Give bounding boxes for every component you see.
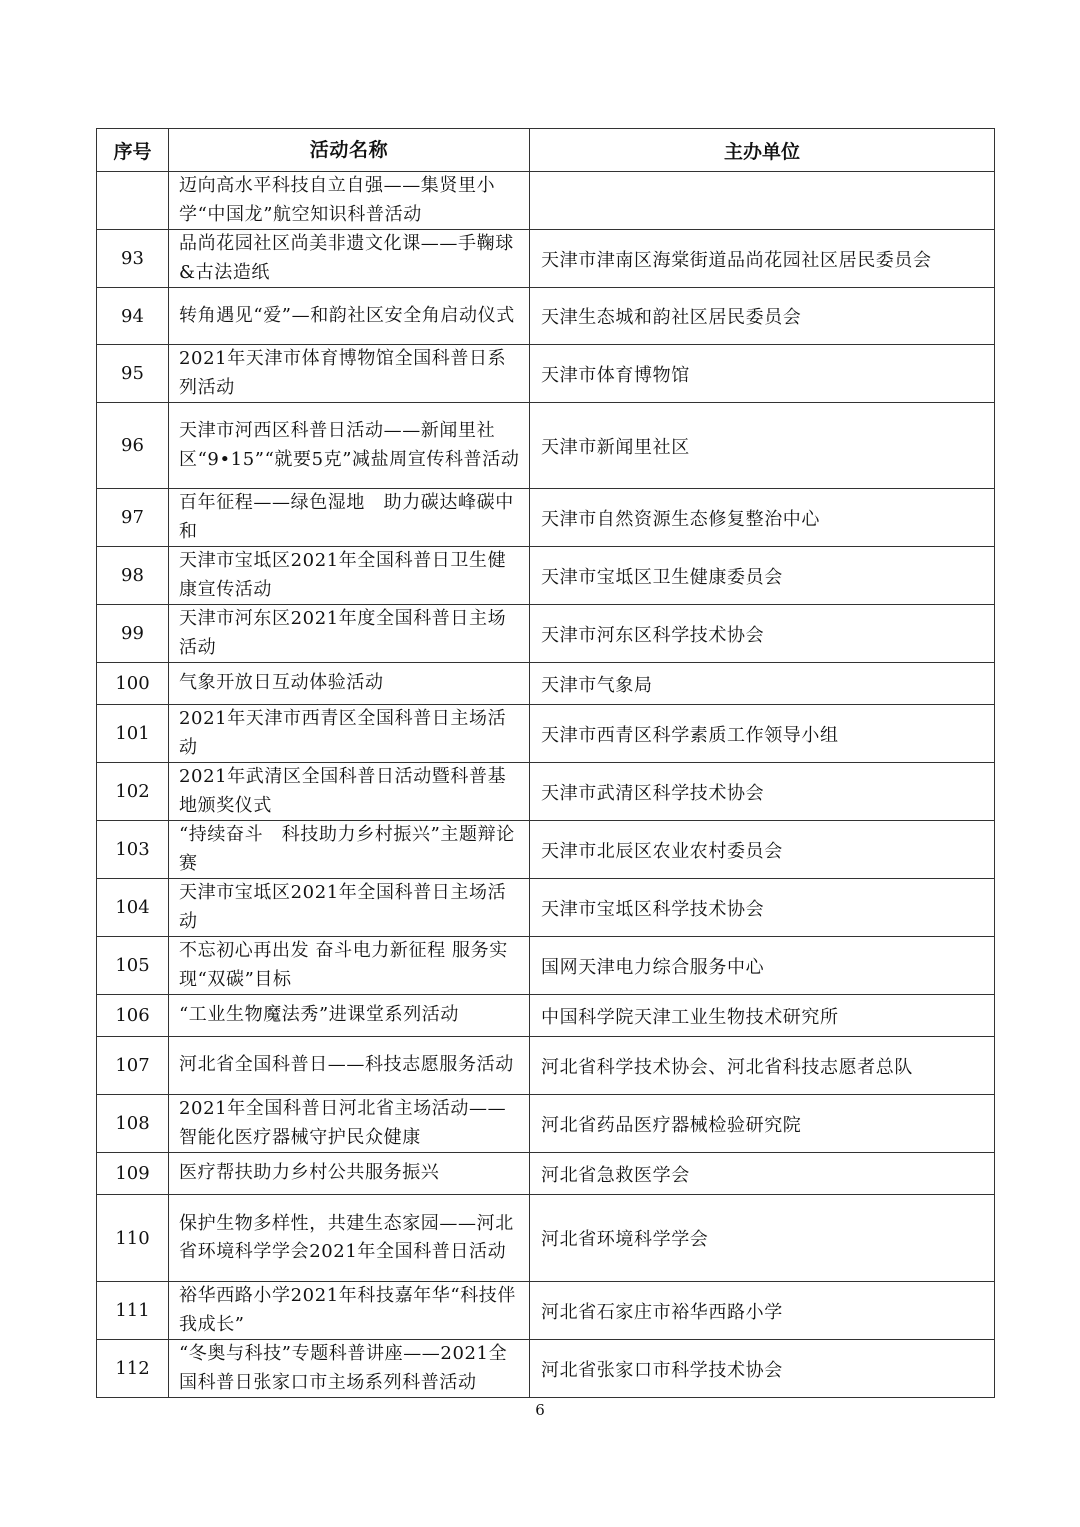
- row-organizer: 河北省药品医疗器械检验研究院: [530, 1095, 995, 1153]
- table-row: [97, 663, 995, 705]
- row-activity-name: 天津市河东区2021年度全国科普日主场活动: [169, 605, 530, 663]
- row-activity-name: 2021年全国科普日河北省主场活动——智能化医疗器械守护民众健康: [169, 1095, 530, 1153]
- row-organizer: 天津生态城和韵社区居民委员会: [530, 288, 995, 345]
- table-row: [97, 1195, 995, 1282]
- row-number: 111: [97, 1282, 169, 1340]
- table-row: [97, 821, 995, 879]
- row-number: 94: [97, 288, 169, 345]
- row-activity-name: 迈向高水平科技自立自强——集贤里小学“中国龙”航空知识科普活动: [169, 172, 530, 230]
- row-number: 109: [97, 1153, 169, 1195]
- row-activity-name: 转角遇见“爱”—和韵社区安全角启动仪式: [169, 288, 530, 345]
- row-number: 93: [97, 230, 169, 288]
- row-number: 103: [97, 821, 169, 879]
- table-row: [97, 230, 995, 288]
- table-row: [97, 1340, 995, 1398]
- row-number: 112: [97, 1340, 169, 1398]
- row-organizer: 天津市体育博物馆: [530, 345, 995, 403]
- table-row: [97, 345, 995, 403]
- header-number: 序号: [97, 129, 169, 172]
- row-activity-name: 天津市河西区科普日活动——新闻里社区“9•15”“就要5克”减盐周宣传科普活动: [169, 403, 530, 489]
- row-number: 104: [97, 879, 169, 937]
- row-organizer: 天津市津南区海棠街道品尚花园社区居民委员会: [530, 230, 995, 288]
- table-header-row: [97, 129, 995, 172]
- row-organizer: 中国科学院天津工业生物技术研究所: [530, 995, 995, 1037]
- row-organizer: 天津市西青区科学素质工作领导小组: [530, 705, 995, 763]
- row-organizer: [530, 172, 995, 230]
- row-organizer: 天津市自然资源生态修复整治中心: [530, 489, 995, 547]
- row-activity-name: 天津市宝坻区2021年全国科普日主场活动: [169, 879, 530, 937]
- table-row: [97, 995, 995, 1037]
- row-activity-name: 气象开放日互动体验活动: [169, 663, 530, 705]
- table-row: [97, 1095, 995, 1153]
- table-row: [97, 879, 995, 937]
- table-row: [97, 547, 995, 605]
- row-activity-name: 2021年天津市体育博物馆全国科普日系列活动: [169, 345, 530, 403]
- row-activity-name: “工业生物魔法秀”进课堂系列活动: [169, 995, 530, 1037]
- table-row: [97, 937, 995, 995]
- row-activity-name: 河北省全国科普日——科技志愿服务活动: [169, 1037, 530, 1095]
- row-number: 96: [97, 403, 169, 489]
- row-organizer: 国网天津电力综合服务中心: [530, 937, 995, 995]
- row-organizer: 河北省石家庄市裕华西路小学: [530, 1282, 995, 1340]
- activity-table: [96, 128, 995, 1398]
- table-row: [97, 705, 995, 763]
- row-number: 95: [97, 345, 169, 403]
- row-organizer: 天津市武清区科学技术协会: [530, 763, 995, 821]
- page-number: 6: [535, 1401, 545, 1419]
- row-number: 108: [97, 1095, 169, 1153]
- row-number: 102: [97, 763, 169, 821]
- row-organizer: 天津市北辰区农业农村委员会: [530, 821, 995, 879]
- row-number: 110: [97, 1195, 169, 1282]
- row-organizer: 河北省张家口市科学技术协会: [530, 1340, 995, 1398]
- table-row: [97, 172, 995, 230]
- row-number: [97, 172, 169, 230]
- row-activity-name: 2021年天津市西青区全国科普日主场活动: [169, 705, 530, 763]
- table-row: [97, 403, 995, 489]
- table-body: [97, 172, 995, 1398]
- row-organizer: 天津市新闻里社区: [530, 403, 995, 489]
- table-row: [97, 1153, 995, 1195]
- row-organizer: 河北省环境科学学会: [530, 1195, 995, 1282]
- row-activity-name: 不忘初心再出发 奋斗电力新征程 服务实现“双碳”目标: [169, 937, 530, 995]
- row-organizer: 天津市河东区科学技术协会: [530, 605, 995, 663]
- row-activity-name: 裕华西路小学2021年科技嘉年华“科技伴我成长”: [169, 1282, 530, 1340]
- row-number: 105: [97, 937, 169, 995]
- row-organizer: 河北省急救医学会: [530, 1153, 995, 1195]
- table-row: [97, 288, 995, 345]
- table-row: [97, 489, 995, 547]
- row-number: 106: [97, 995, 169, 1037]
- table-row: [97, 1282, 995, 1340]
- row-activity-name: 保护生物多样性，共建生态家园——河北省环境科学学会2021年全国科普日活动: [169, 1195, 530, 1282]
- row-activity-name: 2021年武清区全国科普日活动暨科普基地颁奖仪式: [169, 763, 530, 821]
- table-row: [97, 1037, 995, 1095]
- row-activity-name: 百年征程——绿色湿地 助力碳达峰碳中和: [169, 489, 530, 547]
- row-activity-name: 医疗帮扶助力乡村公共服务振兴: [169, 1153, 530, 1195]
- row-activity-name: “持续奋斗 科技助力乡村振兴”主题辩论赛: [169, 821, 530, 879]
- row-number: 98: [97, 547, 169, 605]
- row-activity-name: 品尚花园社区尚美非遗文化课——手鞠球&古法造纸: [169, 230, 530, 288]
- row-number: 97: [97, 489, 169, 547]
- row-activity-name: 天津市宝坻区2021年全国科普日卫生健康宣传活动: [169, 547, 530, 605]
- table-row: [97, 605, 995, 663]
- row-organizer: 天津市气象局: [530, 663, 995, 705]
- table-row: [97, 763, 995, 821]
- row-number: 100: [97, 663, 169, 705]
- header-activity-name: 活动名称: [169, 129, 530, 172]
- row-organizer: 天津市宝坻区卫生健康委员会: [530, 547, 995, 605]
- row-activity-name: “冬奥与科技”专题科普讲座——2021全国科普日张家口市主场系列科普活动: [169, 1340, 530, 1398]
- row-organizer: 天津市宝坻区科学技术协会: [530, 879, 995, 937]
- header-organizer: 主办单位: [530, 129, 995, 172]
- row-number: 101: [97, 705, 169, 763]
- row-number: 107: [97, 1037, 169, 1095]
- row-organizer: 河北省科学技术协会、河北省科技志愿者总队: [530, 1037, 995, 1095]
- row-number: 99: [97, 605, 169, 663]
